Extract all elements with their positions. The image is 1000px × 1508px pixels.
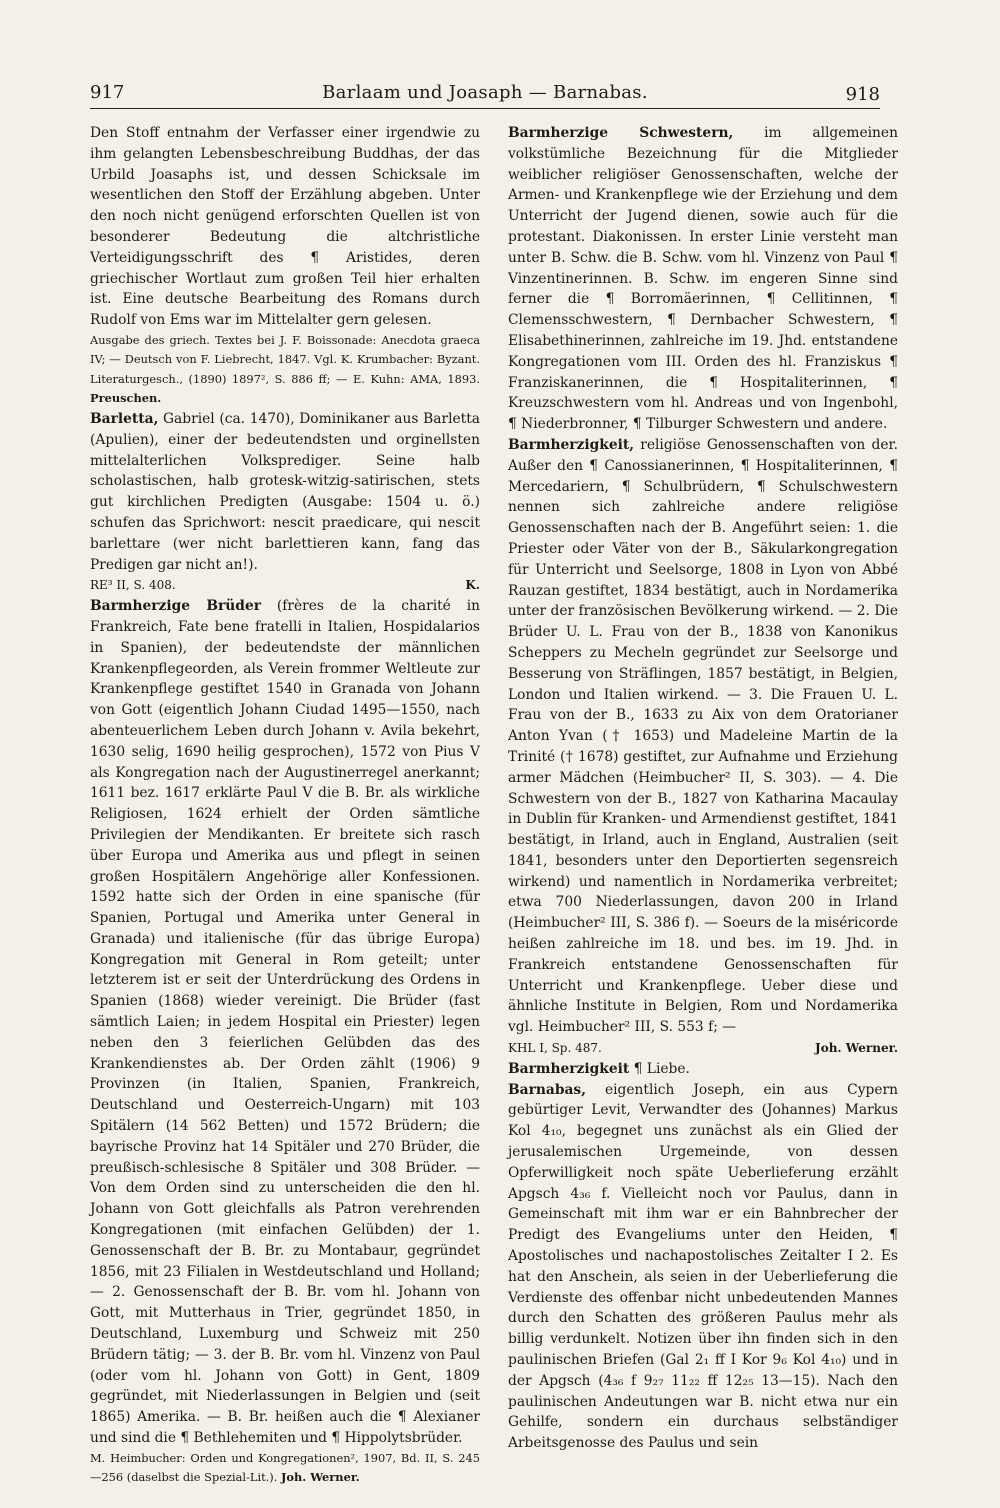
page-header [90, 82, 880, 108]
barmherzige-schwestern-text: im allgemeinen volkstümliche Bezeichnung für die Mitglieder weiblicher religiöser Genossenschaften, welche der Armen- und Krankenpflege wie der Erziehung und dem Unterricht der Jugend dienen, sowie auch für die protestant. Diakonissen. In erster Linie versteht man unter B. Schw. die B. Schw. vom hl. Vinzenz von Paul ¶ Vinzentinerinnen. B. Schw. im engeren Sinne sind ferner die ¶ Borromäerinnen, ¶ Cellitinnen, ¶ Clemensschwestern, ¶ Dernbacher Schwestern, ¶ Elisabethinerinnen, zahlreiche im 19. Jhd. entstandene Kongregationen vom III. Orden des hl. Franziskus ¶ Franziskanerinnen, die ¶ Hospitaliterinnen, ¶ Kreuzschwestern vom hl. Andreas und von Ingenbohl, ¶ Niederbronner, ¶ Tilburger Schwestern und andere. [508, 125, 898, 433]
barletta-entry [90, 409, 480, 575]
barmherzigkeit-headword: Barmherzigkeit, [508, 436, 635, 453]
header-rule [90, 108, 880, 109]
barlaam-signature: Preuschen. [90, 391, 162, 406]
barmherzigkeit-reference [508, 1038, 898, 1059]
left-column [90, 123, 480, 1488]
barmherzige-brueder-text: (frères de la charité in Frankreich, Fate bene fratelli in Italien, Hospidalarios in Spanien), der bedeutendste der männlichen Krankenpflegeorden, als Verein frommer Weltleute zur Krankenpflege gestiftet 1540 in Granada von Johann von Gott (eigentlich Johann Ciudad 1495—1550, nach abenteuerlichem Leben durch Johann v. Avila bekehrt, 1630 selig, 1690 heilig gesprochen), 1572 von Pius V als Kongregation nach der Augustinerregel anerkannt; 1611 bez. 1617 erklärte Paul V die B. Br. als wirkliche Religiosen, 1624 erhielt der Orden sämtliche Privilegien der Mendikanten. Er breitete sich rasch über Europa und Amerika aus und pflegt in seinen großen Hospitälern Angehörige aller Konfessionen. 1592 hatte sich der Orden in eine spanische (für Spanien, Portugal und Amerika unter General in Granada) und italienische (für das übrige Europa) Kongregation mit General in Rom geteilt; unter letzterem ist er seit der Unterdrückung des Ordens in Spanien (1868) wieder vereinigt. Die Brüder (fast sämtlich Laien; in jedem Hospital ein Priester) legen neben den 3 feierlichen Gelübden das des Krankendienstes ab. Der Orden zählt (1906) 9 Provinzen (in Italien, Spanien, Frankreich, Deutschland und Oesterreich-Ungarn) mit 103 Spitälern (14 562 Betten) und 1572 Brüdern; die bayrische Provinz hat 14 Spitäler und 270 Brüder, die preußisch-schlesische 8 Spitäler und 308 Brüder. — Von dem Orden sind zu unterscheiden die den hl. Johann von Gott gleichfalls als Patron verehrenden Kongregationen (mit einfachen Gelübden) der 1. Genossenschaft der B. Br. zu Montabaur, gegründet 1856, mit 23 Filialen in Westdeutschland und Holland; — 2. Genossenschaft der B. Br. vom hl. Johann von Gott, mit Mutterhaus in Trier, gegründet 1850, in Deutschland, Luxemburg und Schweiz mit 250 Brüdern tätig; — 3. der B. Br. vom hl. Vinzenz von Paul (oder vom hl. Johann von Gott) in Gent, 1809 gegründet, mit Niederlassungen in Belgien und (seit 1865) Amerika. — B. Br. heißen auch die ¶ Alexianer und sind die ¶ Bethlehemiten und ¶ Hippolytsbrüder. [90, 598, 480, 1447]
barlaam-bibliography [90, 331, 480, 409]
right-column [508, 123, 898, 1454]
barletta-text: Gabriel (ca. 1470), Dominikaner aus Barletta (Apulien), einer der bedeutendsten und orginellsten mittelalterlichen Volksprediger. Seine halb scholastischen, halb grotesk-witzig-satirischen, stets gut kirchlichen Predigten (Ausgabe: 1504 u. ö.) schufen das Sprichwort: nescit praedicare, qui nescit barlettare (wer nicht barlettieren kann, fang das Predigen gar nicht an!). [90, 410, 480, 573]
brueder-signature: Joh. Werner. [281, 1470, 360, 1485]
running-title: Barlaam und Joasaph — Barnabas. [322, 82, 648, 103]
brueder-bibliography-text: M. Heimbucher: Orden und Kongregationen², 1907, Bd. II, S. 245—256 (daselbst die Spezial-Lit.). [90, 1450, 480, 1485]
page-number-left: 917 [90, 82, 125, 103]
barmherzige-brueder-headword: Barmherzige Brüder [90, 598, 262, 615]
barmherzigkeit-crossref-text: ¶ Liebe. [629, 1060, 690, 1077]
page-number-right: 918 [845, 84, 880, 105]
barmherzigkeit-entry [508, 435, 898, 1038]
brueder-bibliography [90, 1449, 480, 1488]
barletta-ref-text: RE³ II, S. 408. [90, 578, 176, 593]
barletta-signature: K. [465, 578, 480, 593]
barmherzigkeit-crossref-headword: Barmherzigkeit [508, 1060, 630, 1077]
barlaam-paragraph: Den Stoff entnahm der Verfasser einer irgendwie zu ihm gelangten Lebensbeschreibung Buddhas, der das Urbild Joasaphs ist, und dessen Schicksale im wesentlichen den Stoff der Erzählung abgeben. Unter den noch nicht genügend erforschten Quellen ist von besonderer Bedeutung die altchristliche Verteidigungsschrift des ¶ Aristides, deren griechischer Wortlaut zum großen Teil hier erhalten ist. Eine deutsche Bearbeitung des Romans durch Rudolf von Ems war im Mittelalter gern gelesen. [90, 125, 480, 329]
barmherzigkeit-crossref-entry [508, 1059, 898, 1080]
barnabas-entry [508, 1080, 898, 1454]
barmherzigkeit-text: religiöse Genossenschaften von der. Außer den ¶ Canossianerinnen, ¶ Hospitaliterinnen, ¶ Mercedariern, ¶ Schulbrüdern, ¶ Schulschwestern nennen sich zahlreiche andere religiöse Genossenschaften nach der B. Angeführt seien: 1. die Priester oder Väter von der B., Säkularkongregation für Unterricht und Seelsorge, 1808 in Lyon von Abbé Rauzan gestiftet, 1834 bestätigt, auch in Nordamerika unter der französischen Bevölkerung wirkend. — 2. Die Brüder U. L. Frau von der B., 1838 von Kanonikus Scheppers zu Mecheln gegründet zur Seelsorge und Besserung von Sträflingen, 1857 bestätigt, in Belgien, London und Italien wirkend. — 3. Die Frauen U. L. Frau von der B., 1633 zu Aix von dem Oratorianer Anton Yvan († 1653) und Madeleine Martin de la Trinité († 1678) gestiftet, zur Aufnahme und Erziehung armer Mädchen (Heimbucher² II, S. 303). — 4. Die Schwestern von der B., 1827 von Katharina Macaulay in Dublin für Kranken- und Armendienst gestiftet, 1841 bestätigt, in Irland, auch in England, Australien (seit 1841, besonders unter den Deportierten segensreich wirkend) und namentlich in Nordamerika verbreitet; etwa 700 Niederlassungen, davon 200 in Irland (Heimbucher² III, S. 386 f). — Soeurs de la miséricorde heißen zahlreiche im 18. und bes. im 19. Jhd. in Frankreich entstandene Genossenschaften für Unterricht und Krankenpflege. Ueber diese und ähnliche Institute in Belgien, Rom und Nordamerika vgl. Heimbucher² III, S. 553 f; — [508, 436, 898, 1036]
barmherzige-brueder-entry [90, 596, 480, 1449]
barletta-headword: Barletta, [90, 410, 159, 427]
barmherzigkeit-ref-text: KHL I, Sp. 487. [508, 1041, 602, 1056]
barlaam-bibliography-text: Ausgabe des griech. Textes bei J. F. Boissonade: Anecdota graeca IV; — Deutsch von F. Liebrecht, 1847. Vgl. K. Krumbacher: Byzant. Literaturgesch., (1890) 1897², S. 886 ff; — E. Kuhn: AMA, 1893. [90, 332, 480, 386]
barmherzige-schwestern-entry [508, 123, 898, 435]
barnabas-headword: Barnabas, [508, 1081, 586, 1098]
barmherzigkeit-signature: Joh. Werner. [815, 1041, 898, 1056]
barletta-reference [90, 575, 480, 596]
barmherzige-schwestern-headword: Barmherzige Schwestern, [508, 125, 734, 141]
barnabas-text: eigentlich Joseph, ein aus Cypern gebürtiger Levit, Verwandter des (Johannes) Markus Kol 4₁₀, begegnet uns zunächst als ein Glied der jerusalemischen Urgemeinde, von dessen Opferwilligkeit noch späte Ueberlieferung erzählt Apgsch 4₃₆ f. Vielleicht noch vor Paulus, dann in Gemeinschaft mit ihm war er ein Bahnbrecher der Predigt des Evangeliums unter den Heiden, ¶ Apostolisches und nachapostolisches Zeitalter I 2. Es hat den Anschein, als seien in der Ueberlieferung die Verdienste des offenbar nicht unbedeutenden Mannes durch den Schatten des größeren Paulus mehr als billig verdunkelt. Notizen über ihn finden sich in den paulinischen Briefen (Gal 2₁ ff I Kor 9₆ Kol 4₁₀) und in der Apgsch (4₃₆ f 9₂₇ 11₂₂ ff 12₂₅ 13—15). Nach den paulinischen Andeutungen war B. nicht etwa nur ein Gehilfe, sondern ein durchaus selbständiger Arbeitsgenosse des Paulus und sein [508, 1081, 898, 1452]
